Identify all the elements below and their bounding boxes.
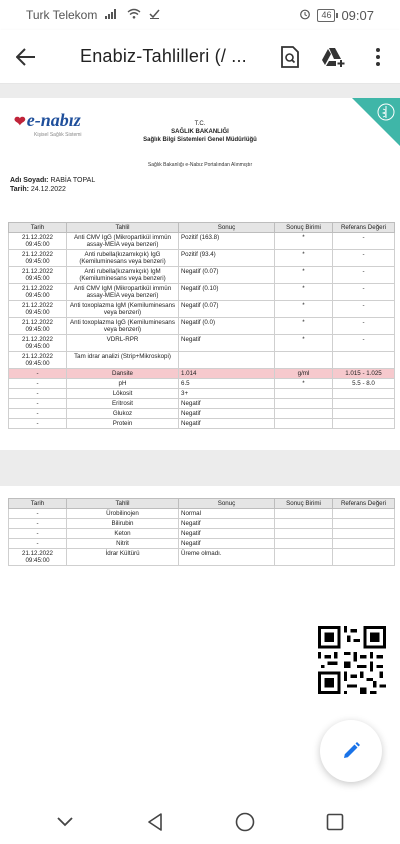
col-test: Tahlil	[67, 499, 179, 509]
cell-reference	[333, 352, 395, 369]
portal-note: Sağlık Bakanlığı e-Nabız Portalından Alınmıştır	[147, 162, 253, 168]
pdf-page-1	[0, 98, 400, 450]
cell-unit	[275, 519, 333, 529]
cell-date: -	[9, 519, 67, 529]
cell-unit: *	[275, 301, 333, 318]
logo-subtitle: Kişisel Sağlık Sistemi	[34, 132, 82, 138]
cell-date: -	[9, 539, 67, 549]
table-row	[9, 233, 395, 250]
chevron-down-icon	[57, 817, 73, 827]
cell-reference: -	[333, 318, 395, 335]
col-unit: Sonuç Birimi	[275, 499, 333, 509]
cell-reference: -	[333, 335, 395, 352]
table-row	[9, 267, 395, 284]
cell-date: -	[9, 389, 67, 399]
cell-date: -	[9, 399, 67, 409]
cell-test: İdrar Kültürü	[67, 549, 179, 566]
cell-reference	[333, 389, 395, 399]
signal-icon	[105, 8, 119, 22]
cell-result: Negatif	[179, 409, 275, 419]
app-bar	[0, 30, 400, 84]
cell-test: Keton	[67, 529, 179, 539]
results-table-2	[8, 498, 395, 566]
cell-date: 21.12.2022 09:45:00	[9, 318, 67, 335]
table-row	[9, 409, 395, 419]
triangle-back-icon	[147, 813, 163, 831]
cell-test: Anti CMV IgG (Mikropartikül immün assay-MEIA veya benzeri)	[67, 233, 179, 250]
cell-result: Üreme olmadı.	[179, 549, 275, 566]
find-in-document-button[interactable]	[268, 30, 312, 84]
cell-result: 1.014	[179, 369, 275, 379]
check-icon	[149, 8, 160, 22]
table-row	[9, 399, 395, 409]
cell-test: Eritrosit	[67, 399, 179, 409]
cell-result: Negatif	[179, 419, 275, 429]
edit-fab-button[interactable]	[320, 720, 382, 782]
ministry-emblem-icon	[352, 98, 400, 146]
more-options-button[interactable]	[356, 30, 400, 84]
cell-date: -	[9, 509, 67, 519]
table-row	[9, 301, 395, 318]
cell-test: Glukoz	[67, 409, 179, 419]
drive-add-icon	[322, 47, 346, 67]
square-recents-icon	[326, 813, 344, 831]
add-to-drive-button[interactable]	[312, 30, 356, 84]
table-row	[9, 529, 395, 539]
results-table-1	[8, 222, 395, 429]
table-row	[9, 318, 395, 335]
cell-reference	[333, 409, 395, 419]
nav-back-button[interactable]	[135, 802, 175, 842]
cell-unit	[275, 549, 333, 566]
pencil-icon	[341, 741, 361, 761]
cell-result: Negatif	[179, 539, 275, 549]
table-row	[9, 519, 395, 529]
col-result: Sonuç	[179, 223, 275, 233]
wifi-icon	[127, 8, 141, 22]
back-button[interactable]	[0, 30, 52, 84]
qr-code-icon	[318, 626, 386, 694]
status-bar	[0, 0, 400, 30]
nav-collapse-button[interactable]	[45, 802, 85, 842]
cell-test: Nitrit	[67, 539, 179, 549]
cell-reference	[333, 529, 395, 539]
table-row	[9, 539, 395, 549]
nav-recents-button[interactable]	[315, 802, 355, 842]
cell-test: Anti rubella(kızamıkçık) IgG (Kemiluminesans veya benzeri)	[67, 250, 179, 267]
cell-reference: 1.015 - 1.025	[333, 369, 395, 379]
table-row	[9, 549, 395, 566]
cell-test: Anti toxoplazma IgM (Kemiluminesans veya benzeri)	[67, 301, 179, 318]
cell-result: Negatif	[179, 399, 275, 409]
cell-reference: 5.5 - 8.0	[333, 379, 395, 389]
col-test: Tahlil	[67, 223, 179, 233]
status-time: 09:07	[341, 7, 374, 23]
col-date: Tarih	[9, 499, 67, 509]
cell-unit: g/ml	[275, 369, 333, 379]
cell-reference: -	[333, 267, 395, 284]
cell-unit	[275, 529, 333, 539]
cell-date: 21.12.2022 09:45:00	[9, 284, 67, 301]
cell-unit	[275, 389, 333, 399]
cell-date: 21.12.2022 09:45:00	[9, 301, 67, 318]
cell-reference	[333, 539, 395, 549]
cell-test: pH	[67, 379, 179, 389]
document-title: Enabiz-Tahlilleri (/ ...	[80, 46, 247, 66]
cell-unit	[275, 419, 333, 429]
cell-test: VDRL-RPR	[67, 335, 179, 352]
col-reference: Referans Değeri	[333, 223, 395, 233]
cell-reference	[333, 419, 395, 429]
cell-result: Negatif (0.10)	[179, 284, 275, 301]
cell-reference	[333, 399, 395, 409]
cell-test: Anti CMV IgM (Mikropartikül immün assay-MEIA veya benzeri)	[67, 284, 179, 301]
cell-test: Anti rubella(kızamıkçık) IgM (Kemiluminesans veya benzeri)	[67, 267, 179, 284]
cell-result: Negatif	[179, 335, 275, 352]
table-row	[9, 419, 395, 429]
circle-home-icon	[235, 812, 255, 832]
arrow-left-icon	[16, 48, 36, 66]
table-row	[9, 250, 395, 267]
table-header-row	[9, 499, 395, 509]
cell-reference	[333, 519, 395, 529]
table-row	[9, 335, 395, 352]
cell-test: Lökosit	[67, 389, 179, 399]
col-reference: Referans Değeri	[333, 499, 395, 509]
table-row	[9, 389, 395, 399]
document-header	[0, 98, 400, 166]
table-row	[9, 509, 395, 519]
cell-unit	[275, 352, 333, 369]
cell-test: Ürobilinojen	[67, 509, 179, 519]
cell-unit: *	[275, 335, 333, 352]
cell-result: Pozitif (93.4)	[179, 250, 275, 267]
pdf-viewer[interactable]	[0, 84, 400, 800]
col-result: Sonuç	[179, 499, 275, 509]
cell-test: Anti toxoplazma IgG (Kemiluminesans veya benzeri)	[67, 318, 179, 335]
cell-unit: *	[275, 318, 333, 335]
patient-info: Adı Soyadı: RABİA TOPAL Tarih: 24.12.2022	[10, 177, 96, 193]
cell-result	[179, 352, 275, 369]
cell-result: Negatif (0.0)	[179, 318, 275, 335]
table-row	[9, 352, 395, 369]
cell-result: Normal	[179, 509, 275, 519]
cell-reference: -	[333, 250, 395, 267]
table-row	[9, 369, 395, 379]
cell-reference: -	[333, 301, 395, 318]
cell-test: Tam idrar analizi (Strip+Mikroskopi)	[67, 352, 179, 369]
cell-unit	[275, 399, 333, 409]
cell-result: Negatif	[179, 529, 275, 539]
more-vertical-icon	[376, 48, 380, 66]
cell-date: -	[9, 369, 67, 379]
cell-result: Pozitif (163.8)	[179, 233, 275, 250]
cell-unit: *	[275, 250, 333, 267]
nav-home-button[interactable]	[225, 802, 265, 842]
cell-test: Bilirubin	[67, 519, 179, 529]
table-header-row	[9, 223, 395, 233]
carrier-name: Turk Telekom	[26, 8, 98, 22]
cell-unit	[275, 409, 333, 419]
cell-result: 3+	[179, 389, 275, 399]
battery-indicator: 46	[317, 9, 335, 22]
cell-unit: *	[275, 379, 333, 389]
cell-date: 21.12.2022 09:45:00	[9, 549, 67, 566]
cell-date: -	[9, 529, 67, 539]
cell-reference: -	[333, 233, 395, 250]
enabiz-logo: ❤e-nabız	[14, 110, 81, 130]
cell-test: Dansite	[67, 369, 179, 379]
table-row	[9, 379, 395, 389]
alarm-icon	[299, 8, 311, 23]
cell-reference	[333, 549, 395, 566]
cell-result: Negatif	[179, 519, 275, 529]
cell-reference: -	[333, 284, 395, 301]
cell-unit: *	[275, 284, 333, 301]
cell-date: 21.12.2022 09:45:00	[9, 233, 67, 250]
patient-name: RABİA TOPAL	[50, 177, 96, 184]
cell-unit: *	[275, 267, 333, 284]
cell-unit	[275, 539, 333, 549]
col-unit: Sonuç Birimi	[275, 223, 333, 233]
table-row	[9, 284, 395, 301]
cell-result: Negatif (0.07)	[179, 301, 275, 318]
cell-date: -	[9, 379, 67, 389]
ministry-header: T.C. SAĞLIK BAKANLIĞI Sağlık Bilgi Sistemleri Genel Müdürlüğü	[143, 121, 257, 143]
cell-unit	[275, 509, 333, 519]
cell-date: 21.12.2022 09:45:00	[9, 267, 67, 284]
cell-date: -	[9, 409, 67, 419]
search-document-icon	[281, 46, 299, 68]
col-date: Tarih	[9, 223, 67, 233]
cell-result: Negatif (0.07)	[179, 267, 275, 284]
cell-date: 21.12.2022 09:45:00	[9, 250, 67, 267]
cell-unit: *	[275, 233, 333, 250]
report-date: 24.12.2022	[30, 186, 66, 193]
cell-date: 21.12.2022 09:45:00	[9, 335, 67, 352]
cell-result: 6.5	[179, 379, 275, 389]
cell-date: -	[9, 419, 67, 429]
cell-reference	[333, 509, 395, 519]
cell-test: Protein	[67, 419, 179, 429]
cell-date: 21.12.2022 09:45:00	[9, 352, 67, 369]
system-nav-bar	[0, 800, 400, 844]
